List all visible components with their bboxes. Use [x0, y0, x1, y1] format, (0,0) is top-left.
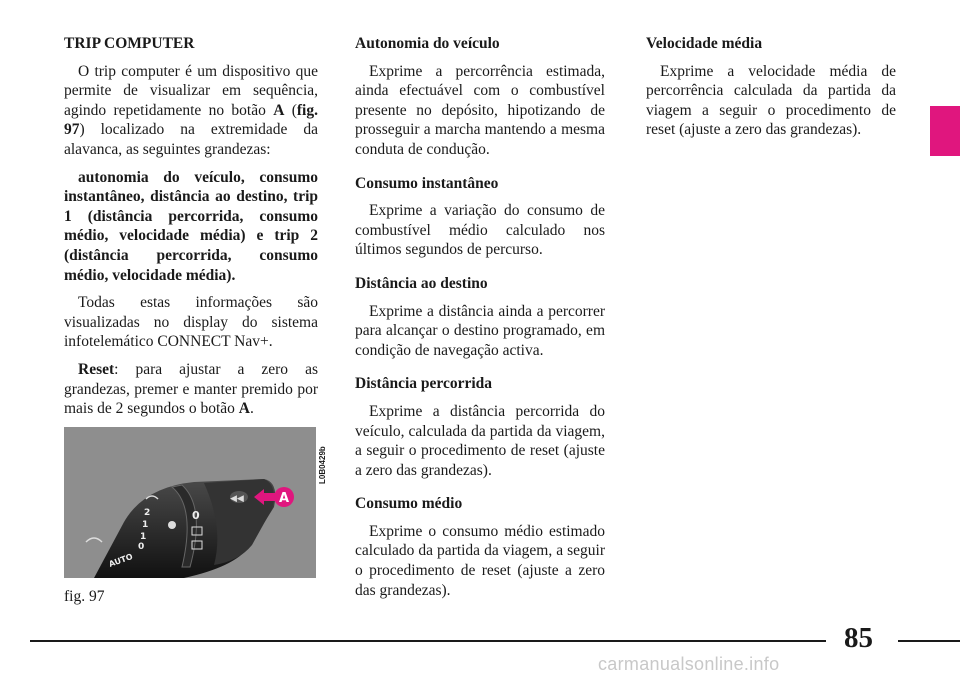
- figure-code-label: [316, 426, 328, 486]
- watermark: carmanualsonline.info: [598, 654, 780, 674]
- section-distancia-percorrida: [355, 374, 605, 480]
- section-text-velocidade: Exprime a velocidade média de percorrência calculada da partida da viagem a seguir o procedimento de reset (ajuste a zero das grandezas).: [646, 62, 896, 139]
- stalk-label-3: 0: [138, 542, 145, 552]
- stalk-label-end-0: 0: [192, 509, 200, 522]
- section-heading-trip-computer: TRIP COMPUTER: [64, 35, 195, 52]
- section-consumo-instantaneo: [355, 174, 605, 260]
- reset-button-ref: A: [238, 400, 250, 418]
- figure-code-text: L0B0429b: [318, 446, 327, 484]
- stalk-label-auto: AUTO: [107, 551, 134, 569]
- stalk-dot: [168, 521, 176, 529]
- reset-label: Reset: [78, 360, 115, 378]
- chapter-tab: [930, 106, 960, 156]
- reset-paragraph: [64, 360, 318, 419]
- intro-button-ref: A: [273, 101, 285, 119]
- reset-end: .: [250, 400, 254, 418]
- callout-label: A: [279, 491, 290, 506]
- column-quantities: [355, 34, 605, 614]
- section-text: Exprime a distância ainda a percorrer para alcançar o destino programado, em condição de navegação activa.: [355, 302, 605, 359]
- section-text: Exprime a distância percorrida do veículo, calculada da partida da viagem, a seguir o procedimento de reset (ajuste a zero das grandezas).: [355, 402, 605, 479]
- section-title: Distância ao destino: [355, 274, 488, 292]
- intro-text-b: (: [284, 101, 297, 119]
- figure-caption: fig. 97: [64, 588, 105, 605]
- intro-text-a: O trip computer é um dispositivo que permite de visualizar em sequência, agindo repetidamente no botão: [64, 62, 318, 119]
- section-distancia-destino: [355, 274, 605, 360]
- stalk-label-2: 1: [140, 532, 147, 542]
- section-text: Exprime a variação do consumo de combustível médio calculado nos últimos segundos de percurso.: [355, 202, 605, 259]
- section-consumo-medio: [355, 494, 605, 600]
- figure-stalk-illustration: [64, 427, 316, 578]
- wiper-icon: [86, 538, 102, 542]
- intro-figure-ref: fig. 97: [64, 101, 318, 139]
- rewind-icon: ◀◀: [230, 494, 244, 504]
- section-title: Consumo instantâneo: [355, 174, 499, 192]
- section-title: Distância percorrida: [355, 375, 493, 393]
- section-text: Exprime a percorrência estimada, ainda efectuável com o combustível presente no depósito, hipotizando de prosseguir a marcha mantendo a mesma conduta de condução.: [355, 62, 605, 158]
- quantities-list: autonomia do veículo, consumo instantâneo, distância ao destino, trip 1 (distância percorrida, consumo médio, velocidade média) e trip 2 (distância percorrida, consumo médio, velocidade média).: [64, 168, 318, 284]
- footer-rule-right: [898, 640, 960, 642]
- stalk-label-0: 2: [144, 508, 151, 518]
- stalk-drawing: [64, 427, 316, 578]
- footer-rule-left: [30, 640, 826, 642]
- display-paragraph: Todas estas informações são visualizadas no display do sistema infotelemático CONNECT Nav+.: [64, 294, 318, 351]
- intro-paragraph: [64, 62, 318, 160]
- page-number: 85: [844, 622, 873, 654]
- section-text: Exprime o consumo médio estimado calculado da partida da viagem, a seguir o procedimento de reset (ajuste a zero das grandezas).: [355, 522, 605, 599]
- section-title: Autonomia do veículo: [355, 35, 500, 52]
- column-velocidade: [646, 34, 896, 148]
- reset-text: : para ajustar a zero as grandezas, premer e manter premido por mais de 2 segundos o botão: [64, 360, 318, 418]
- intro-text-c: ) localizado na extremidade da alavanca, as seguintes grandezas:: [64, 121, 318, 158]
- column-trip-computer: [64, 34, 318, 427]
- section-autonomia: [355, 34, 605, 160]
- stalk-label-1: 1: [142, 520, 149, 530]
- section-title-velocidade: Velocidade média: [646, 35, 763, 52]
- section-title: Consumo médio: [355, 495, 463, 513]
